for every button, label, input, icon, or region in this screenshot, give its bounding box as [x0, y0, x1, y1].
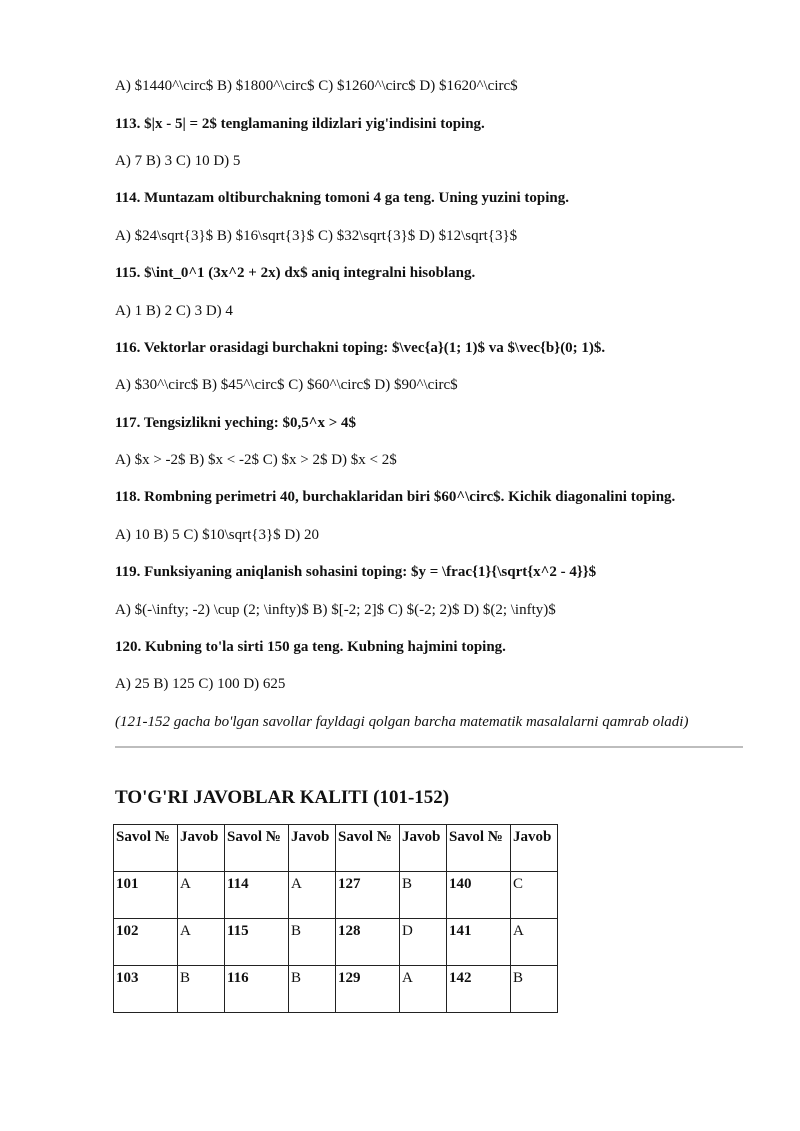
answer-options-117: A) $x > -2$ B) $x < -2$ C) $x > 2$ D) $x < 2$ — [115, 452, 397, 468]
header-cell: Javob — [289, 825, 336, 872]
answer-cell: B — [289, 966, 336, 1013]
question-number-cell: 128 — [336, 919, 400, 966]
header-cell: Javob — [178, 825, 225, 872]
question-117: 117. Tengsizlikni yeching: $0,5^x > 4$ — [115, 415, 357, 431]
table-row — [114, 872, 558, 919]
answer-key-title: TO'G'RI JAVOBLAR KALITI (101-152) — [115, 787, 450, 808]
question-113: 113. $|x - 5| = 2$ tenglamaning ildizlari yig'indisini toping. — [115, 116, 485, 132]
answer-options-115: A) 1 B) 2 C) 3 D) 4 — [115, 303, 233, 319]
answer-key-table — [113, 824, 558, 1013]
question-number-cell: 127 — [336, 872, 400, 919]
header-cell: Javob — [511, 825, 558, 872]
table-row — [114, 919, 558, 966]
answer-options-119: A) $(-\infty; -2) \cup (2; \infty)$ B) $[-2; 2]$ C) $(-2; 2)$ D) $(2; \infty)$ — [115, 602, 556, 618]
question-120: 120. Kubning to'la sirti 150 ga teng. Kubning hajmini toping. — [115, 639, 506, 655]
question-number-cell: 141 — [447, 919, 511, 966]
answer-options-114: A) $24\sqrt{3}$ B) $16\sqrt{3}$ C) $32\sqrt{3}$ D) $12\sqrt{3}$ — [115, 228, 518, 244]
answer-cell: A — [400, 966, 447, 1013]
question-114: 114. Muntazam oltiburchakning tomoni 4 ga teng. Uning yuzini toping. — [115, 190, 569, 206]
question-119: 119. Funksiyaning aniqlanish sohasini toping: $y = \frac{1}{\sqrt{x^2 - 4}}$ — [115, 564, 597, 580]
question-number-cell: 115 — [225, 919, 289, 966]
question-number-cell: 142 — [447, 966, 511, 1013]
table-header-row — [114, 825, 558, 872]
header-cell: Savol № — [225, 825, 289, 872]
answer-cell: D — [400, 919, 447, 966]
table-row — [114, 966, 558, 1013]
header-cell: Savol № — [114, 825, 178, 872]
answer-cell: A — [511, 919, 558, 966]
header-cell: Savol № — [447, 825, 511, 872]
question-115: 115. $\int_0^1 (3x^2 + 2x) dx$ aniq integralni hisoblang. — [115, 265, 476, 281]
horizontal-divider — [115, 746, 743, 748]
answer-options-118: A) 10 B) 5 C) $10\sqrt{3}$ D) 20 — [115, 527, 319, 543]
question-number-cell: 103 — [114, 966, 178, 1013]
header-cell: Javob — [400, 825, 447, 872]
question-116: 116. Vektorlar orasidagi burchakni toping: $\vec{a}(1; 1)$ va $\vec{b}(0; 1)$. — [115, 340, 606, 356]
answer-cell: C — [511, 872, 558, 919]
question-number-cell: 140 — [447, 872, 511, 919]
answer-cell: B — [511, 966, 558, 1013]
question-number-cell: 116 — [225, 966, 289, 1013]
question-118: 118. Rombning perimetri 40, burchaklaridan biri $60^\circ$. Kichik diagonalini toping. — [115, 489, 676, 505]
answer-options-120: A) 25 B) 125 C) 100 D) 625 — [115, 676, 286, 692]
question-number-cell: 129 — [336, 966, 400, 1013]
answer-options-113: A) 7 B) 3 C) 10 D) 5 — [115, 153, 241, 169]
answer-cell: B — [400, 872, 447, 919]
remaining-questions-note: (121-152 gacha bo'lgan savollar fayldagi qolgan barcha matematik masalalarni qamrab oladi) — [115, 714, 689, 730]
header-cell: Savol № — [336, 825, 400, 872]
answer-options-112: A) $1440^\circ$ B) $1800^\circ$ C) $1260^\circ$ D) $1620^\circ$ — [115, 78, 518, 94]
answer-cell: A — [289, 872, 336, 919]
question-number-cell: 101 — [114, 872, 178, 919]
answer-cell: A — [178, 872, 225, 919]
question-number-cell: 102 — [114, 919, 178, 966]
answer-cell: B — [178, 966, 225, 1013]
question-number-cell: 114 — [225, 872, 289, 919]
answer-cell: B — [289, 919, 336, 966]
answer-options-116: A) $30^\circ$ B) $45^\circ$ C) $60^\circ$ D) $90^\circ$ — [115, 377, 458, 393]
answer-cell: A — [178, 919, 225, 966]
